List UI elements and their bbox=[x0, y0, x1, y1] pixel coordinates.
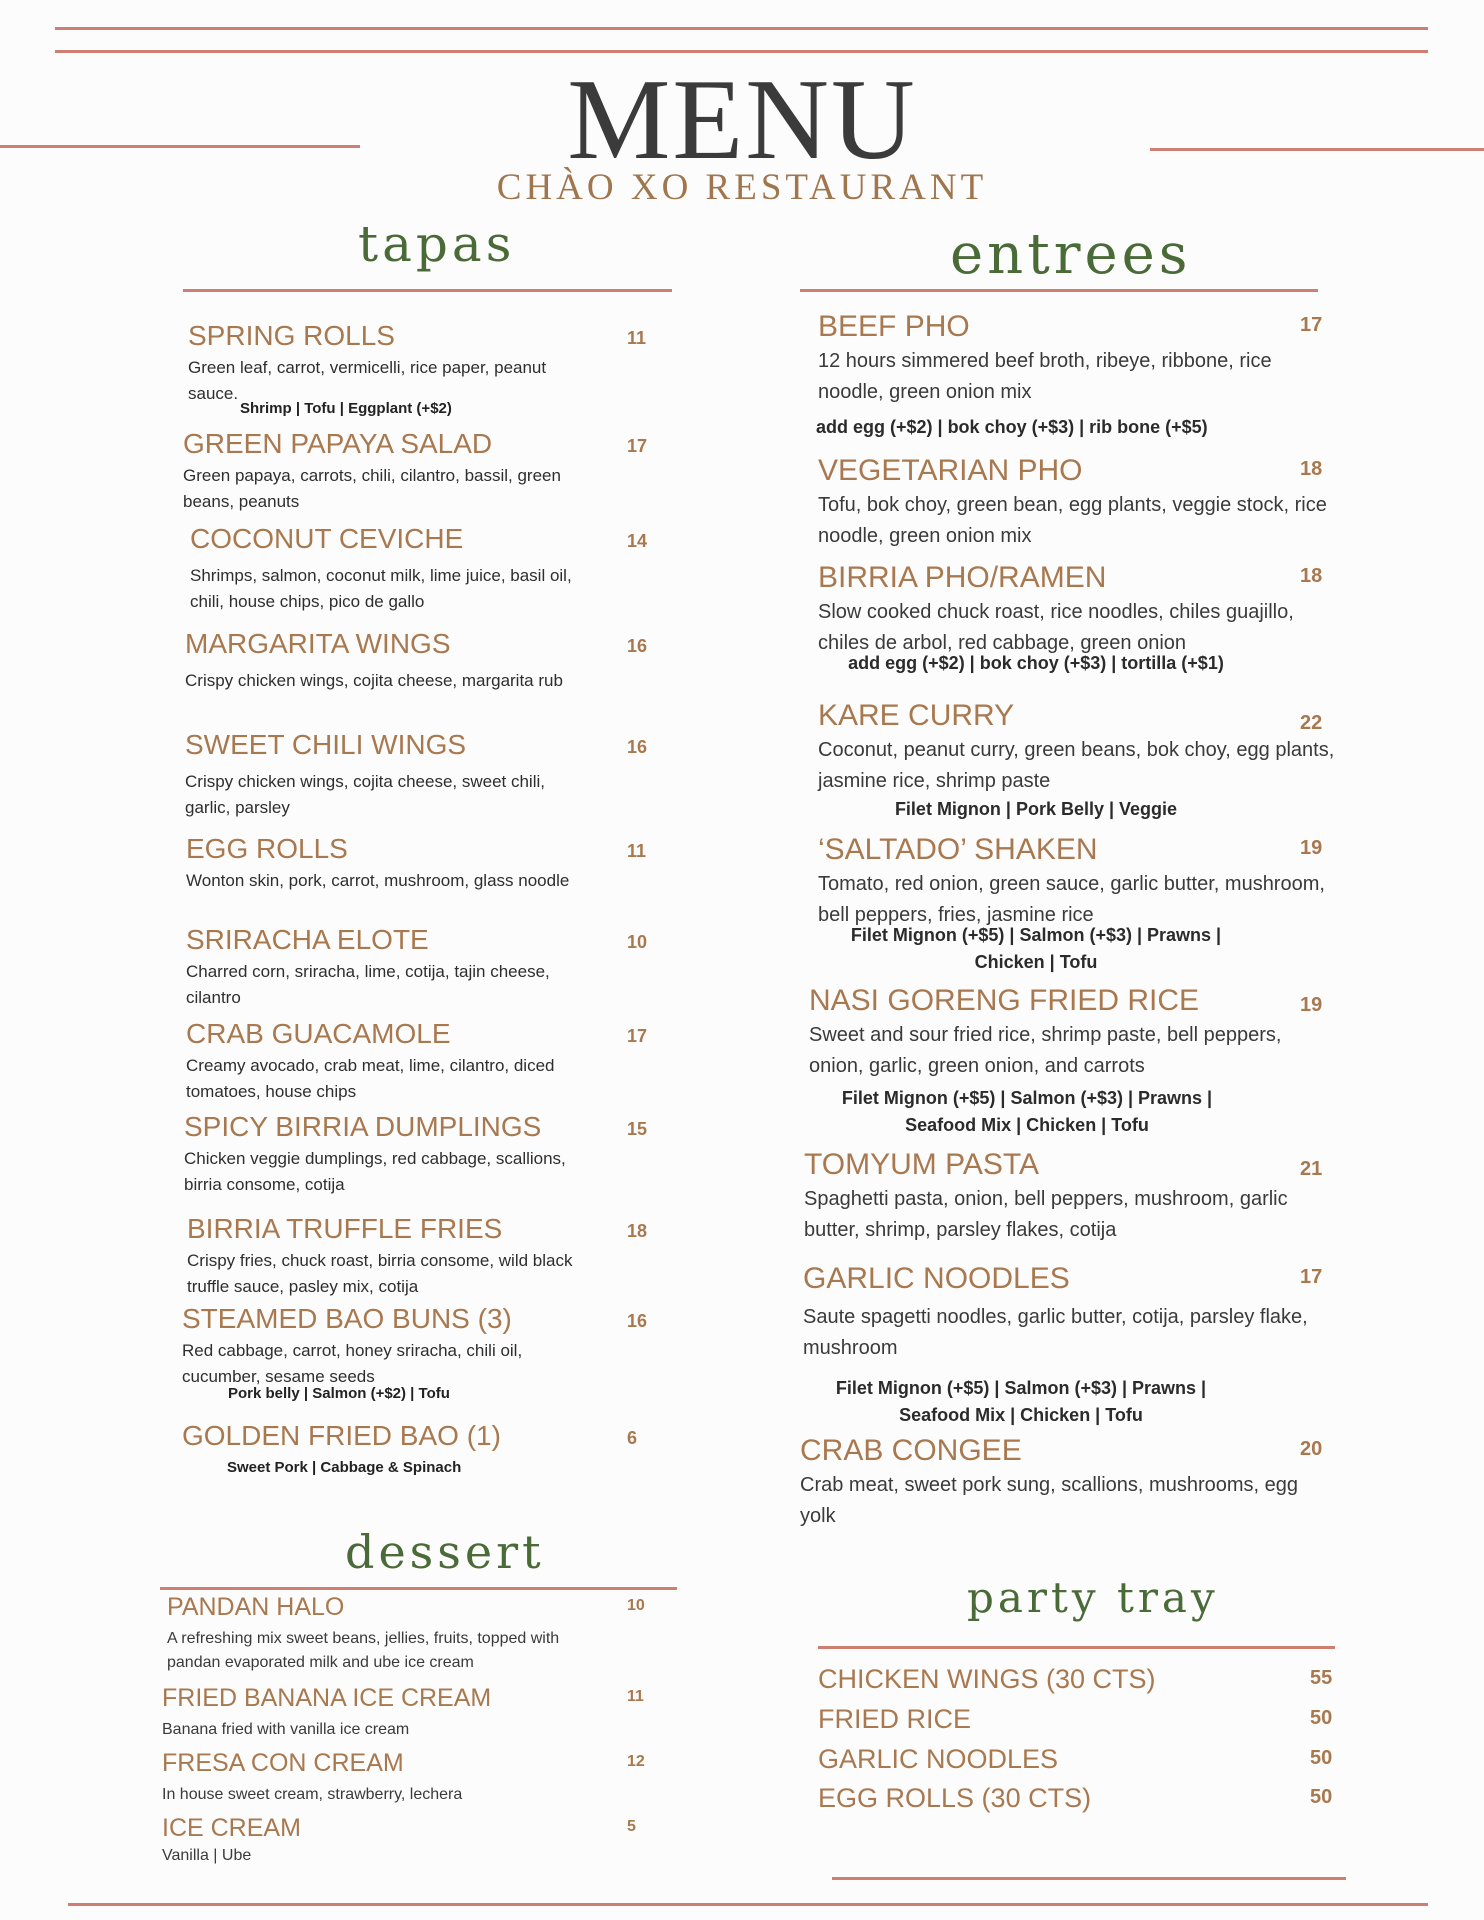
entree-item-name: TOMYUM PASTA bbox=[804, 1148, 1040, 1181]
dessert-item-description: Vanilla | Ube bbox=[162, 1847, 252, 1864]
tapas-item-options: Shrimp | Tofu | Eggplant (+$2) bbox=[240, 400, 452, 417]
tapas-item-price: 11 bbox=[627, 841, 647, 861]
tapas-item-name: SRIRACHA ELOTE bbox=[186, 924, 429, 955]
footer-rule-long bbox=[68, 1903, 1428, 1906]
tapas-item-options: Pork belly | Salmon (+$2) | Tofu bbox=[228, 1385, 450, 1402]
dessert-item-name: ICE CREAM bbox=[162, 1814, 301, 1842]
menu-title: MENU bbox=[567, 56, 917, 184]
dessert-item-name: FRESA CON CREAM bbox=[162, 1749, 404, 1777]
entree-item-price: 18 bbox=[1300, 565, 1323, 587]
tapas-item-name: STEAMED BAO BUNS (3) bbox=[182, 1303, 512, 1334]
tapas-item-description: Crispy chicken wings, cojita cheese, sweet chili, garlic, parsley bbox=[185, 772, 545, 817]
entree-item-options: Filet Mignon | Pork Belly | Veggie bbox=[894, 799, 1178, 819]
dessert-item-description: A refreshing mix sweet beans, jellies, fruits, topped with pandan evaporated milk and ube ice cream bbox=[167, 1630, 560, 1671]
party-tray-item-price: 50 bbox=[1310, 1747, 1333, 1769]
tapas-item-description: Crispy chicken wings, cojita cheese, margarita rub bbox=[185, 671, 563, 690]
entree-item-price: 20 bbox=[1300, 1438, 1323, 1460]
entree-item-description: Spaghetti pasta, onion, bell peppers, mushroom, garlic butter, shrimp, parsley flakes, cotija bbox=[804, 1188, 1288, 1241]
entree-item-name: ‘SALTADO’ SHAKEN bbox=[818, 833, 1098, 866]
tapas-item-price: 15 bbox=[627, 1119, 648, 1139]
party-tray-item-price: 55 bbox=[1310, 1667, 1333, 1689]
dessert-item-name: PANDAN HALO bbox=[167, 1593, 345, 1621]
tapas-item-description: Red cabbage, carrot, honey sriracha, chili oil, cucumber, sesame seeds bbox=[182, 1341, 523, 1386]
top-rule-1 bbox=[55, 27, 1428, 30]
entree-item-description: Saute spagetti noodles, garlic butter, cotija, parsley flake, mushroom bbox=[803, 1306, 1308, 1359]
entree-item-description: Tomato, red onion, green sauce, garlic butter, mushroom, bell peppers, fries, jasmine rice bbox=[818, 873, 1325, 926]
tapas-item-price: 18 bbox=[627, 1221, 648, 1241]
entree-item-options: add egg (+$2) | bok choy (+$3) | rib bone (+$5) bbox=[816, 417, 1208, 437]
entree-item-options: Filet Mignon (+$5) | Salmon (+$3) | Prawns | Seafood Mix | Chicken | Tofu bbox=[841, 1088, 1213, 1135]
tapas-item-name: BIRRIA TRUFFLE FRIES bbox=[187, 1213, 503, 1244]
tapas-item-options: Sweet Pork | Cabbage & Spinach bbox=[227, 1459, 462, 1476]
tapas-item-description: Charred corn, sriracha, lime, cotija, tajin cheese, cilantro bbox=[186, 962, 550, 1007]
entree-item-price: 19 bbox=[1300, 994, 1323, 1016]
restaurant-name: CHÀO XO RESTAURANT bbox=[496, 167, 988, 208]
dessert-item-name: FRIED BANANA ICE CREAM bbox=[162, 1684, 492, 1712]
footer-rule-short bbox=[832, 1877, 1346, 1880]
entree-item-name: VEGETARIAN PHO bbox=[818, 454, 1083, 487]
tapas-item-description: Chicken veggie dumplings, red cabbage, scallions, birria consome, cotija bbox=[184, 1149, 566, 1194]
tapas-item-price: 10 bbox=[627, 932, 648, 952]
entree-item-description: Coconut, peanut curry, green beans, bok choy, egg plants, jasmine rice, shrimp paste bbox=[818, 739, 1335, 792]
tapas-item-description: Shrimps, salmon, coconut milk, lime juice, basil oil, chili, house chips, pico de gallo bbox=[190, 566, 572, 611]
entree-item-options: Filet Mignon (+$5) | Salmon (+$3) | Prawns | Seafood Mix | Chicken | Tofu bbox=[835, 1378, 1207, 1425]
entree-item-description: Slow cooked chuck roast, rice noodles, chiles guajillo, chiles de arbol, red cabbage, green onion bbox=[818, 601, 1294, 654]
party-tray-item-price: 50 bbox=[1310, 1786, 1333, 1808]
tapas-item-price: 14 bbox=[627, 531, 648, 551]
party-tray-heading: party tray bbox=[967, 1573, 1219, 1622]
entree-item-price: 17 bbox=[1300, 314, 1323, 336]
entree-item-description: Tofu, bok choy, green bean, egg plants, veggie stock, rice noodle, green onion mix bbox=[818, 494, 1327, 547]
entree-item-name: BIRRIA PHO/RAMEN bbox=[818, 561, 1107, 594]
tapas-item-description: Green leaf, carrot, vermicelli, rice paper, peanut sauce. bbox=[188, 358, 547, 403]
entree-item-price: 17 bbox=[1300, 1266, 1323, 1288]
tapas-item-description: Green papaya, carrots, chili, cilantro, bassil, green beans, peanuts bbox=[183, 466, 561, 511]
entree-item-price: 22 bbox=[1300, 712, 1323, 734]
entrees-heading: entrees bbox=[950, 222, 1192, 287]
dessert-item-price: 11 bbox=[627, 1688, 644, 1705]
party-tray-item-price: 50 bbox=[1310, 1707, 1333, 1729]
dessert-item-price: 10 bbox=[627, 1597, 645, 1614]
tapas-item-name: GREEN PAPAYA SALAD bbox=[183, 428, 493, 459]
tapas-item-price: 11 bbox=[627, 328, 647, 348]
dessert-item-price: 5 bbox=[627, 1818, 636, 1835]
tapas-item-name: CRAB GUACAMOLE bbox=[186, 1018, 451, 1049]
tapas-item-name: EGG ROLLS bbox=[186, 833, 348, 864]
party-tray-item-name: FRIED RICE bbox=[818, 1704, 972, 1734]
dessert-item-description: In house sweet cream, strawberry, lechera bbox=[162, 1786, 463, 1803]
dessert-rule bbox=[160, 1587, 677, 1590]
party-tray-item-name: EGG ROLLS (30 CTS) bbox=[818, 1783, 1092, 1813]
entree-item-price: 19 bbox=[1300, 837, 1323, 859]
tapas-item-name: SPRING ROLLS bbox=[188, 320, 395, 351]
dessert-item-description: Banana fried with vanilla ice cream bbox=[162, 1721, 410, 1738]
entree-item-description: Sweet and sour fried rice, shrimp paste, bell peppers, onion, garlic, green onion, and carrots bbox=[809, 1024, 1282, 1077]
entree-item-name: CRAB CONGEE bbox=[800, 1434, 1022, 1467]
tapas-item-name: MARGARITA WINGS bbox=[185, 628, 451, 659]
tapas-item-description: Crispy fries, chuck roast, birria consome, wild black truffle sauce, pasley mix, cotija bbox=[187, 1251, 573, 1296]
tapas-item-price: 17 bbox=[627, 1026, 648, 1046]
entree-item-name: NASI GORENG FRIED RICE bbox=[809, 984, 1200, 1017]
entree-item-price: 18 bbox=[1300, 458, 1323, 480]
entree-item-name: KARE CURRY bbox=[818, 699, 1015, 732]
tapas-item-price: 16 bbox=[627, 737, 648, 757]
tapas-heading: tapas bbox=[358, 215, 516, 273]
tapas-item-price: 16 bbox=[627, 1311, 648, 1331]
entree-item-options: Filet Mignon (+$5) | Salmon (+$3) | Prawns | Chicken | Tofu bbox=[850, 925, 1222, 972]
entree-item-description: Crab meat, sweet pork sung, scallions, mushrooms, egg yolk bbox=[800, 1474, 1298, 1527]
entree-item-name: BEEF PHO bbox=[818, 310, 970, 343]
entree-item-name: GARLIC NOODLES bbox=[803, 1262, 1070, 1295]
tapas-item-price: 6 bbox=[627, 1428, 638, 1448]
entree-item-price: 21 bbox=[1300, 1158, 1323, 1180]
dessert-item-price: 12 bbox=[627, 1753, 645, 1770]
party-tray-rule bbox=[818, 1646, 1335, 1649]
tapas-item-name: SWEET CHILI WINGS bbox=[185, 729, 467, 760]
tapas-rule bbox=[183, 289, 672, 292]
entree-item-options: add egg (+$2) | bok choy (+$3) | tortilla (+$1) bbox=[848, 653, 1224, 673]
entrees-rule bbox=[800, 289, 1318, 292]
dessert-heading: dessert bbox=[345, 1525, 545, 1579]
tapas-item-name: GOLDEN FRIED BAO (1) bbox=[182, 1420, 501, 1451]
entree-item-description: 12 hours simmered beef broth, ribeye, ribbone, rice noodle, green onion mix bbox=[818, 350, 1272, 403]
tapas-item-price: 17 bbox=[627, 436, 648, 456]
tapas-item-name: SPICY BIRRIA DUMPLINGS bbox=[184, 1111, 542, 1142]
tapas-item-price: 16 bbox=[627, 636, 648, 656]
tapas-item-name: COCONUT CEVICHE bbox=[190, 523, 464, 554]
tapas-item-description: Wonton skin, pork, carrot, mushroom, glass noodle bbox=[186, 871, 570, 890]
party-tray-item-name: CHICKEN WINGS (30 CTS) bbox=[818, 1664, 1156, 1694]
party-tray-item-name: GARLIC NOODLES bbox=[818, 1744, 1059, 1774]
top-rule-2 bbox=[55, 50, 1428, 53]
tapas-item-description: Creamy avocado, crab meat, lime, cilantro, diced tomatoes, house chips bbox=[186, 1056, 555, 1101]
